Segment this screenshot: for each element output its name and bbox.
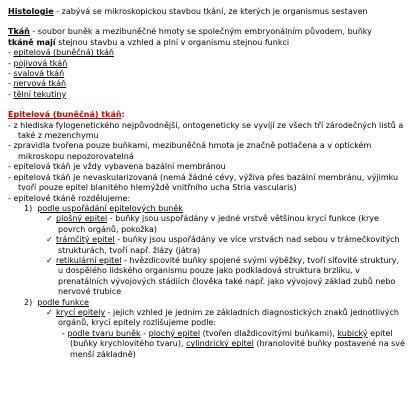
checkmark-icon: ✓ [46, 255, 53, 265]
epithelial-heading [8, 110, 405, 120]
item-term: krycí epitely [56, 307, 106, 317]
checkmark-icon: ✓ [46, 214, 53, 224]
division-number: 2) [24, 297, 33, 307]
checkmark-icon: ✓ [46, 235, 53, 245]
tissue-line2-bold: tkáně mají [8, 37, 56, 47]
tissue-line2-rest: stejnou stavbu a vzhled a plní v organismu stejnou funkci [55, 37, 290, 47]
epithelial-heading-text: Epitelová (buněčná) tkáň [8, 110, 122, 120]
division-label: podle funkce [37, 297, 89, 307]
tissue-type-link[interactable]: svalová tkáň [13, 69, 65, 79]
point-text: z hlediska fylogenetického nejpůvodnější, ontogeneticky se vyvíjí ze všech tří zárodečných listů a také z mezenchymu [13, 120, 404, 141]
list-item: - epitelová tkáň je vždy vybavena bazální membránou [8, 162, 226, 172]
sub-term: plochý epitel [148, 328, 201, 338]
tissue-term: Tkáň [8, 27, 30, 37]
histology-definition: - zabývá se mikroskopickou stavbou tkání, ze kterých je organismus sestaven [53, 7, 368, 16]
sub-text: (tvořen dlaždicovitými buňkami), [200, 328, 338, 338]
checkmark-icon: ✓ [46, 307, 53, 317]
tissue-paragraph [8, 27, 405, 48]
sub-term: kubický [337, 328, 368, 338]
item-text: - jejich vzhled je jedním ze základních diagnostických znaků jednotlivých orgánů, krycí epitely rozlišujeme podle: [58, 307, 399, 328]
histology-paragraph [8, 7, 405, 17]
sub-term: cylindrický epitel [186, 339, 254, 349]
tissue-definition: - soubor buněk a mezibuněčné hmoty se společným embryonálním původem, buňky [29, 27, 372, 37]
item-text: - hvězdicovité buňky spojené svými výběžky, tvoří síťovité struktury, u dospělého lidského organismu pouze jako podkladová struktura brzlíku, v prenatálních vývojových stádiích člověka také např. jako vývojový základ zubů nebo nervové trubice [58, 255, 400, 297]
list-item: - pojivová tkáň [8, 58, 68, 68]
list-item: - epitelová (buněčná) tkáň [8, 48, 114, 58]
list-item: - svalová tkáň [8, 69, 65, 79]
division-number: 1) [24, 203, 33, 213]
tissue-type-link[interactable]: pojivová tkáň [13, 58, 68, 68]
tissue-types-list [8, 48, 405, 100]
list-item: - epitelová tkáň je nevaskularizovaná (nemá žádné cévy, výživa přes bazální membránu, výjimku tvoří pouze epitel blanitého hlemýždě vnitřního ucha Stria vascularis) [8, 172, 399, 193]
epithelial-heading-colon: : [121, 110, 125, 120]
division-2-heading [8, 298, 405, 308]
point-text: epitelová tkáň je nevaskularizovaná (nemá žádné cévy, výživa přes bazální membránu, výjimku tvoří pouze epitel blanitého hlemýždě vnitřního ucha Stria vascularis) [13, 172, 399, 193]
list-item [8, 256, 405, 298]
item-text: - buňky jsou uspořádány ve více vrstvách nad sebou v trámečkovitých strukturách, tvoří např. žlázy (játra) [58, 235, 400, 255]
list-item: - nervová tkáň [8, 79, 67, 89]
histology-term: Histologie [8, 7, 54, 16]
point-text: epitelová tkáň je vždy vybavena bazální membránou [13, 162, 226, 172]
list-item [8, 214, 405, 235]
sub-text: (hranolovité buňky postavené na své menší základně) [70, 339, 405, 359]
division-1-heading [8, 204, 405, 214]
sub-text: - [140, 328, 149, 338]
list-item: - tělní tekutiny [8, 89, 67, 99]
list-item: - epitelové tkáně rozdělujeme: [8, 193, 131, 203]
list-item: - z hlediska fylogenetického nejpůvodnější, ontogeneticky se vyvíjí ze všech tří zárodečných listů a také z mezenchymu [8, 120, 404, 141]
item-term: plošný epitel [56, 214, 108, 224]
sub-prefix: podle tvaru buněk [67, 328, 141, 338]
tissue-type-link[interactable]: epitelová (buněčná) tkáň [13, 48, 114, 58]
item-term: trámčitý epitel [56, 235, 115, 245]
list-item [8, 308, 405, 329]
item-text: - buňky jsou uspořádány v jedné vrstvě většinou krycí funkce (krye povrch orgánů, pokožka) [58, 214, 379, 234]
division-label: podle uspořádání epitelových buněk [37, 203, 183, 213]
item-term: retikulární epitel [56, 255, 122, 265]
list-item: - zpravidla tvořena pouze buňkami, mezibuněčná hmota je značně potlačena a v optickém mikroskopu nepozorovatelná [8, 141, 372, 161]
list-item [8, 235, 405, 256]
epithelial-points [8, 121, 405, 204]
point-text: epitelové tkáně rozdělujeme: [13, 193, 131, 203]
sub-list-item: - podle tvaru buněk - plochý epitel (tvořen dlaždicovitými buňkami), kubický epitel (buňky krychlovitého tvaru), cylindrický epitel (hranolovité buňky postavené na své menší základně) [62, 328, 405, 359]
tissue-type-link[interactable]: tělní tekutiny [13, 89, 67, 99]
sub-text: epitel (buňky krychlovitého tvaru), [70, 328, 393, 349]
tissue-type-link[interactable]: nervová tkáň [13, 79, 67, 89]
point-text: zpravidla tvořena pouze buňkami, mezibuněčná hmota je značně potlačena a v optickém mikroskopu nepozorovatelná [13, 141, 372, 161]
